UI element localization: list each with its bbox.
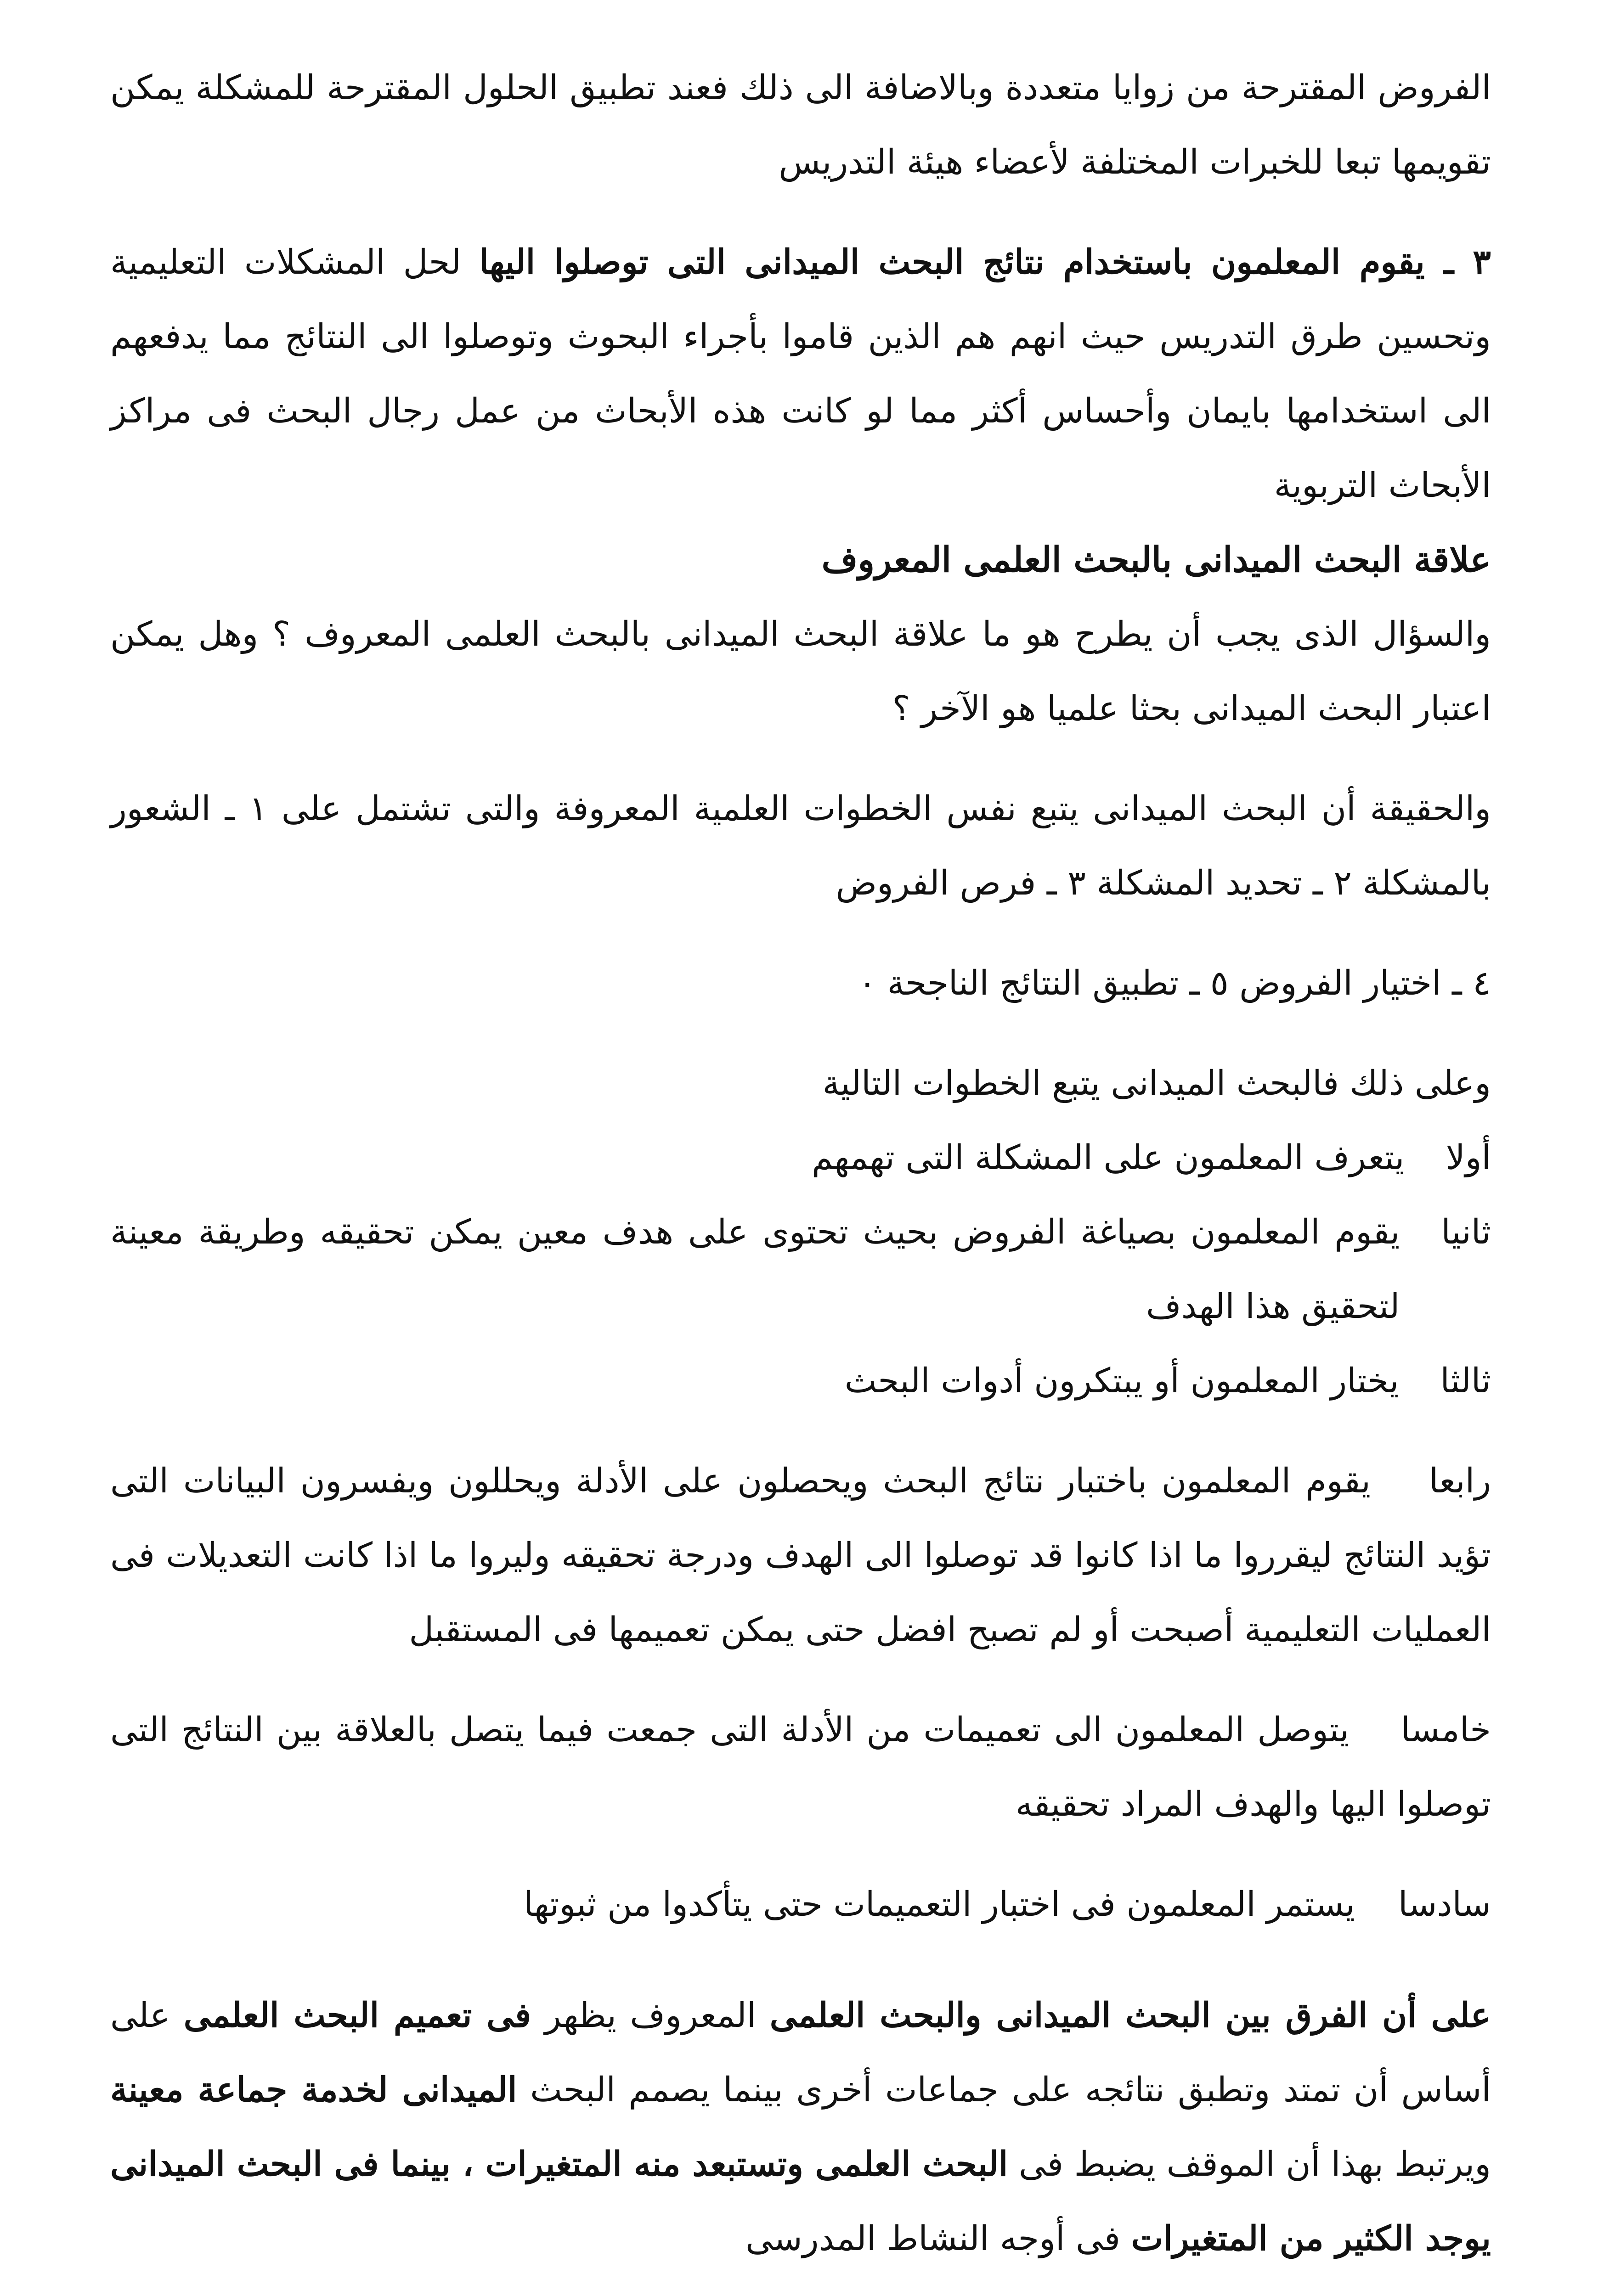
conclusion-text-8: فى أوجه النشاط المدرسى xyxy=(745,2219,1131,2258)
step-label: ثالثا xyxy=(1440,1361,1491,1401)
conclusion-paragraph xyxy=(110,1978,1491,2276)
section-heading: علاقة البحث الميدانى بالبحث العلمى المعروف xyxy=(821,539,1491,580)
conclusion-text-6: ويرتبط بهذا أن الموقف يضبط فى xyxy=(1008,2144,1491,2184)
steps-intro: وعلى ذلك فالبحث الميدانى يتبع الخطوات التالية xyxy=(822,1064,1491,1103)
step-label: ثانيا xyxy=(1441,1212,1491,1252)
conclusion-bold-5: الميدانى لخدمة جماعة معينة xyxy=(110,2070,517,2110)
intro-paragraph: الفروض المقترحة من زوايا متعددة وبالاضافة الى ذلك فعند تطبيق الحلول المقترحة للمشكلة يمكن تقويمها تبعا للخبرات المختلفة لأعضاء هيئة التدريس xyxy=(110,68,1491,182)
step-item xyxy=(110,1195,1491,1344)
step-text: يستمر المعلمون فى اختبار التعميمات حتى يتأكدوا من ثبوتها xyxy=(524,1885,1355,1924)
step-label: أولا xyxy=(1446,1138,1491,1177)
step-item xyxy=(110,1693,1491,1841)
conclusion-text-2: المعروف يظهر xyxy=(531,1996,770,2035)
step-item xyxy=(110,1444,1491,1667)
step-item xyxy=(110,1867,1491,1941)
scientific-steps-paragraph: والحقيقة أن البحث الميدانى يتبع نفس الخطوات العلمية المعروفة والتى تشتمل على ١ ـ الشعور بالمشكلة ٢ ـ تحديد المشكلة ٣ ـ فرص الفروض xyxy=(110,789,1491,903)
step-text: يختار المعلمون أو يبتكرون أدوات البحث xyxy=(844,1361,1399,1401)
step-text: يتوصل المعلمون الى تعميمات من الأدلة التى جمعت فيما يتصل بالعلاقة بين النتائج التى توصلوا اليها والهدف المراد تحقيقه xyxy=(110,1710,1491,1824)
step-item xyxy=(110,1120,1491,1195)
point-three-body: لحل المشكلات التعليمية وتحسين طرق التدريس حيث انهم هم الذين قاموا بأجراء البحوث وتوصلوا الى النتائج مما يدفعهم الى استخدامها بايمان وأحساس أكثر مما لو كانت هذه الأبحاث من عمل رجال البحث فى مراكز الأبحاث التربوية xyxy=(110,242,1491,505)
point-three-paragraph xyxy=(110,225,1491,523)
step-item xyxy=(110,1344,1491,1418)
step-label: سادسا xyxy=(1398,1885,1491,1924)
step-text: يقوم المعلمون باختبار نتائج البحث ويحصلون على الأدلة ويحللون ويفسرون البيانات التى تؤيد النتائج ليقرروا ما اذا كانوا قد توصلوا الى الهدف ودرجة تحقيقه وليروا ما اذا كانت التعديلات فى العمليات التعليمية أصبحت أو لم تصبح افضل حتى يمكن تعميمها فى المستقبل xyxy=(110,1461,1491,1649)
conclusion-bold-7: البحث العلمى وتستبعد منه المتغيرات ، بينما فى البحث الميدانى يوجد الكثير من المتغيرات xyxy=(110,2144,1491,2258)
step-text: يتعرف المعلمون على المشكلة التى تهمهم xyxy=(812,1138,1405,1177)
question-paragraph: والسؤال الذى يجب أن يطرح هو ما علاقة البحث الميدانى بالبحث العلمى المعروف ؟ وهل يمكن اعتبار البحث الميدانى بحثا علميا هو الآخر ؟ xyxy=(110,614,1491,728)
point-three-lead: ٣ ـ يقوم المعلمون باستخدام نتائج البحث الميدانى التى توصلوا اليها xyxy=(479,242,1491,282)
step-label: رابعا xyxy=(1429,1461,1491,1501)
conclusion-text-4: على أساس أن تمتد وتطبق نتائجه على جماعات أخرى بينما يصمم البحث xyxy=(110,1996,1491,2110)
step-text: يقوم المعلمون بصياغة الفروض بحيث تحتوى على هدف معين يمكن تحقيقه وطريقة معينة لتحقيق هذا الهدف xyxy=(110,1212,1400,1326)
step-label: خامسا xyxy=(1400,1710,1491,1750)
conclusion-bold-1: على أن الفرق بين البحث الميدانى والبحث العلمى xyxy=(769,1996,1491,2035)
conclusion-bold-3: فى تعميم البحث العلمى xyxy=(183,1996,531,2035)
steps-continuation: ٤ ـ اختيار الفروض ٥ ـ تطبيق النتائج الناجحة ٠ xyxy=(858,963,1491,1003)
